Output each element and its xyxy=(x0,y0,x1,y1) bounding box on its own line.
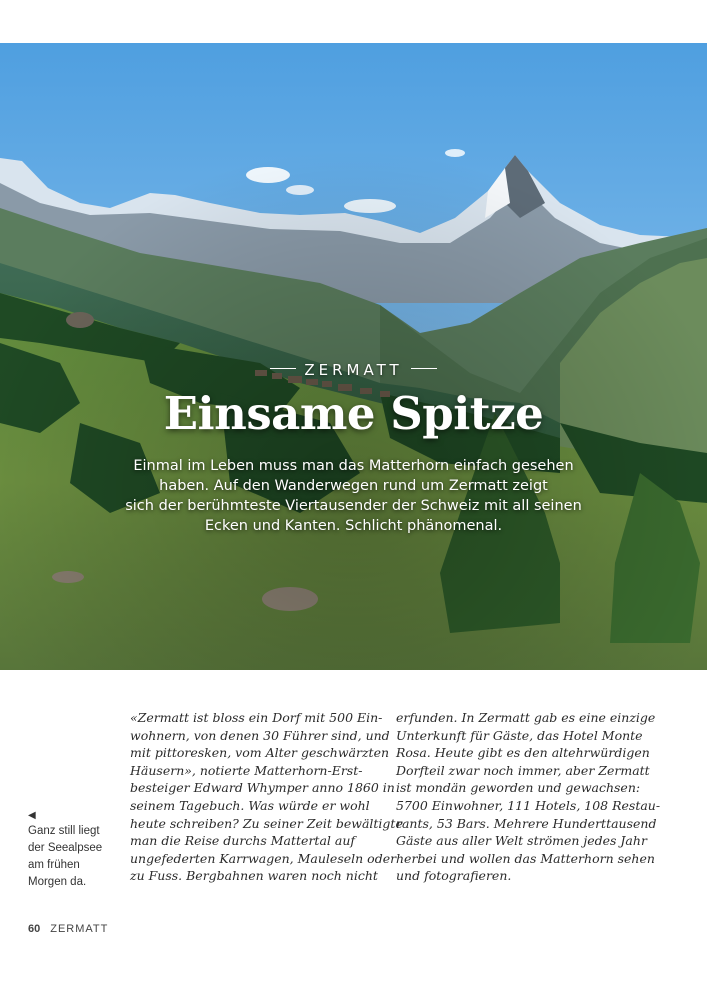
body-line: Häusern», notierte Matterhorn-Erst- xyxy=(130,762,363,778)
kicker-rule-left xyxy=(270,368,296,369)
body-line: mit pittoresken, vom Alter geschwärzten xyxy=(130,745,390,761)
body-column-right xyxy=(396,709,661,885)
body-line: man die Reise durchs Mattertal auf xyxy=(130,833,356,849)
body-line: Rosa. Heute gibt es den altehrwürdigen xyxy=(396,745,650,761)
page-number: 60 xyxy=(28,923,41,935)
photo-caption xyxy=(28,823,108,891)
body-line: wohnern, von denen 30 Führer sind, und xyxy=(130,727,390,743)
caption-line: Ganz still liegt xyxy=(28,825,100,837)
lead-line: haben. Auf den Wanderwegen rund um Zermatt zeigt xyxy=(159,478,548,494)
kicker-rule-right xyxy=(411,368,437,369)
hero-photo xyxy=(0,43,707,670)
running-section-title: ZERMATT xyxy=(50,923,109,935)
body-line: Gäste aus aller Welt strömen jedes Jahr xyxy=(396,833,647,849)
caption-arrow-icon: ◀ xyxy=(28,810,36,821)
body-line: und fotografieren. xyxy=(396,868,512,884)
body-line: heute schreiben? Zu seiner Zeit bewältigte xyxy=(130,815,403,831)
body-line: «Zermatt ist bloss ein Dorf mit 500 Ein- xyxy=(130,710,383,725)
body-line: Unterkunft für Gäste, das Hotel Monte xyxy=(396,727,643,743)
section-kicker xyxy=(0,361,707,379)
body-line: besteiger Edward Whymper anno 1860 in xyxy=(130,780,395,796)
body-line: erfunden. In Zermatt gab es eine einzige xyxy=(396,710,656,725)
kicker-label: ZERMATT xyxy=(304,361,403,379)
body-line: 5700 Einwohner, 111 Hotels, 108 Restau- xyxy=(396,797,661,813)
article-title: Einsame Spitze xyxy=(163,387,544,440)
body-line: herbei und wollen das Matterhorn sehen xyxy=(396,850,655,866)
body-line: ist mondän geworden und gewachsen: xyxy=(396,780,641,796)
body-line: zu Fuss. Bergbahnen waren noch nicht xyxy=(130,868,378,884)
body-line: rants, 53 Bars. Mehrere Hunderttausend xyxy=(396,815,657,831)
lead-line: Ecken und Kanten. Schlicht phänomenal. xyxy=(204,518,503,534)
page-footer xyxy=(28,923,108,935)
body-line: ungefederten Karrwagen, Mauleseln oder xyxy=(130,850,397,866)
lead-line: Einmal im Leben muss man das Matterhorn einfach gesehen xyxy=(133,458,574,474)
body-line: Dorfteil zwar noch immer, aber Zermatt xyxy=(396,762,650,778)
body-line: seinem Tagebuch. Was würde er wohl xyxy=(130,797,370,813)
body-column-left xyxy=(130,709,403,885)
matterhorn-landscape-image xyxy=(0,43,707,670)
lead-line: sich der berühmteste Viertausender der Schweiz mit all seinen xyxy=(125,498,582,514)
article-lead xyxy=(110,456,597,536)
caption-line: Morgen da. xyxy=(28,876,87,888)
caption-line: der Seealpsee xyxy=(28,842,103,854)
caption-line: am frühen xyxy=(28,859,80,871)
